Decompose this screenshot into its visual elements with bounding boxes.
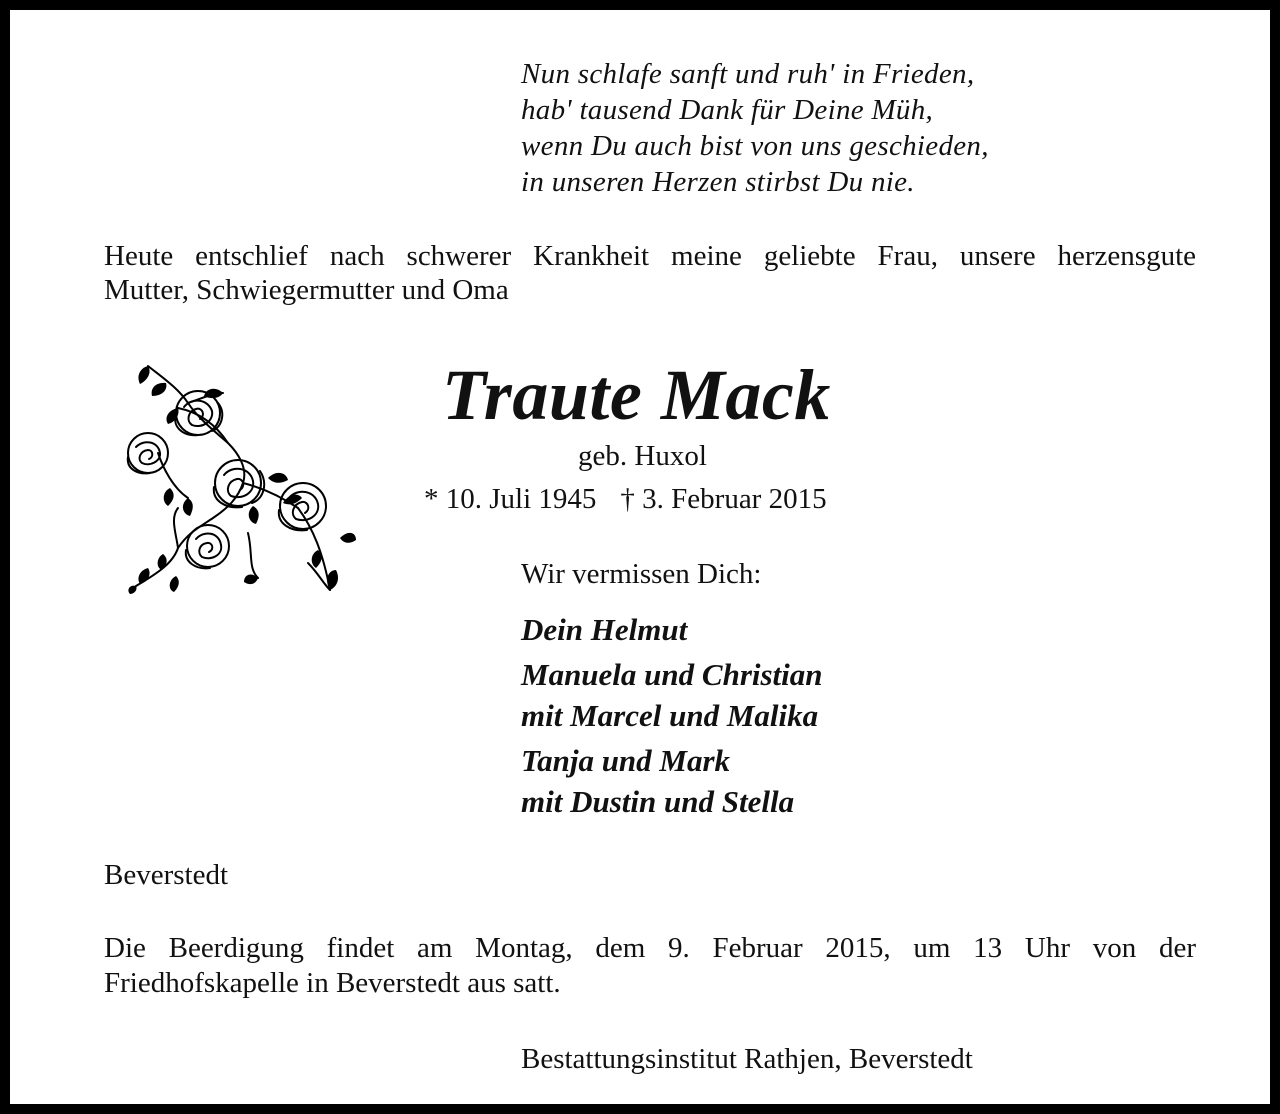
mourner-group — [521, 654, 823, 736]
poem-line: hab' tausend Dank für Deine Müh, — [521, 94, 934, 126]
intro-line: Heute entschlief nach schwerer Krankheit meine geliebte Frau, unsere herzensgute — [104, 240, 1196, 272]
poem-line: wenn Du auch bist von uns geschieden, — [521, 130, 989, 162]
undertaker: Bestattungsinstitut Rathjen, Beverstedt — [521, 1043, 973, 1075]
mourner-line: Dein Helmut — [521, 612, 688, 647]
birth-date: * 10. Juli 1945 — [424, 483, 597, 515]
place: Beverstedt — [104, 859, 229, 891]
funeral-info — [104, 931, 1196, 1001]
poem — [521, 56, 989, 200]
mourner-group — [521, 609, 823, 650]
roses-icon — [118, 358, 358, 603]
maiden-name: geb. Huxol — [578, 440, 707, 472]
mourners-list — [521, 609, 823, 826]
mourner-line: Manuela und Christian — [521, 657, 823, 692]
deceased-name: Traute Mack — [442, 355, 831, 435]
mourner-group — [521, 740, 823, 822]
death-date: † 3. Februar 2015 — [620, 483, 827, 515]
intro-text — [104, 239, 1196, 307]
mourner-line: mit Dustin und Stella — [521, 784, 795, 819]
mourner-line: Tanja und Mark — [521, 743, 731, 778]
intro-line: Mutter, Schwiegermutter und Oma — [104, 274, 509, 306]
mourners-heading: Wir vermissen Dich: — [521, 558, 762, 590]
poem-line: in unseren Herzen stirbst Du nie. — [521, 166, 915, 198]
funeral-line: Die Beerdigung findet am Montag, dem 9. Februar 2015, um 13 Uhr von der — [104, 932, 1196, 964]
poem-line: Nun schlafe sanft und ruh' in Frieden, — [521, 58, 975, 90]
funeral-line: Friedhofskapelle in Beverstedt aus satt. — [104, 967, 561, 999]
life-dates — [424, 481, 827, 517]
mourner-line: mit Marcel und Malika — [521, 698, 819, 733]
